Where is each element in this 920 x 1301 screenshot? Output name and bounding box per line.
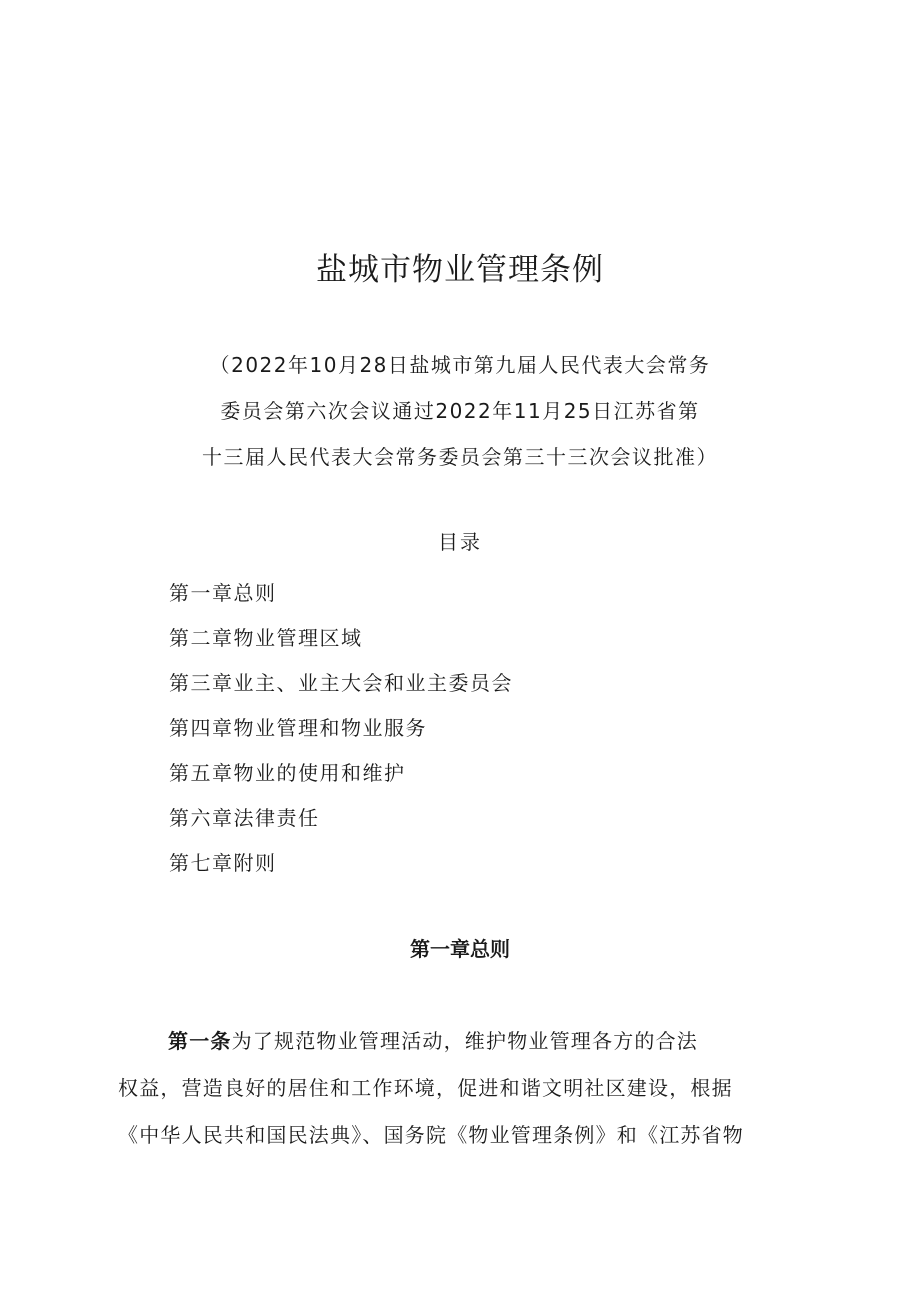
toc-item: 第三章业主、业主大会和业主委员会 bbox=[169, 671, 513, 695]
article-line bbox=[118, 1018, 808, 1065]
document-title: 盐城市物业管理条例 bbox=[316, 252, 604, 288]
article-body bbox=[118, 1018, 808, 1159]
toc-item: 第五章物业的使用和维护 bbox=[169, 761, 406, 785]
toc-heading: 目录 bbox=[438, 530, 482, 554]
table-of-contents bbox=[169, 571, 513, 886]
article-text: 为了规范物业管理活动，维护物业管理各方的合法 bbox=[231, 1029, 699, 1053]
chapter-heading: 第一章总则 bbox=[410, 937, 510, 961]
subtitle-line: （2022年10月28日盐城市第九届人民代表大会常务 bbox=[209, 353, 711, 377]
article-line: 《中华人民共和国民法典》、国务院《物业管理条例》和《江苏省物 bbox=[118, 1123, 744, 1147]
subtitle-line: 十三届人民代表大会常务委员会第三十三次会议批准） bbox=[202, 445, 718, 469]
toc-item: 第二章物业管理区域 bbox=[169, 626, 363, 650]
article-line: 权益，营造良好的居住和工作环境，促进和谐文明社区建设，根据 bbox=[118, 1076, 733, 1100]
toc-item: 第一章总则 bbox=[169, 581, 277, 605]
document-subtitle bbox=[0, 342, 920, 480]
subtitle-line: 委员会第六次会议通过2022年11月25日江苏省第 bbox=[220, 399, 700, 423]
article-number: 第一条 bbox=[168, 1029, 232, 1053]
toc-item: 第四章物业管理和物业服务 bbox=[169, 716, 427, 740]
toc-item: 第七章附则 bbox=[169, 851, 277, 875]
toc-item: 第六章法律责任 bbox=[169, 806, 320, 830]
